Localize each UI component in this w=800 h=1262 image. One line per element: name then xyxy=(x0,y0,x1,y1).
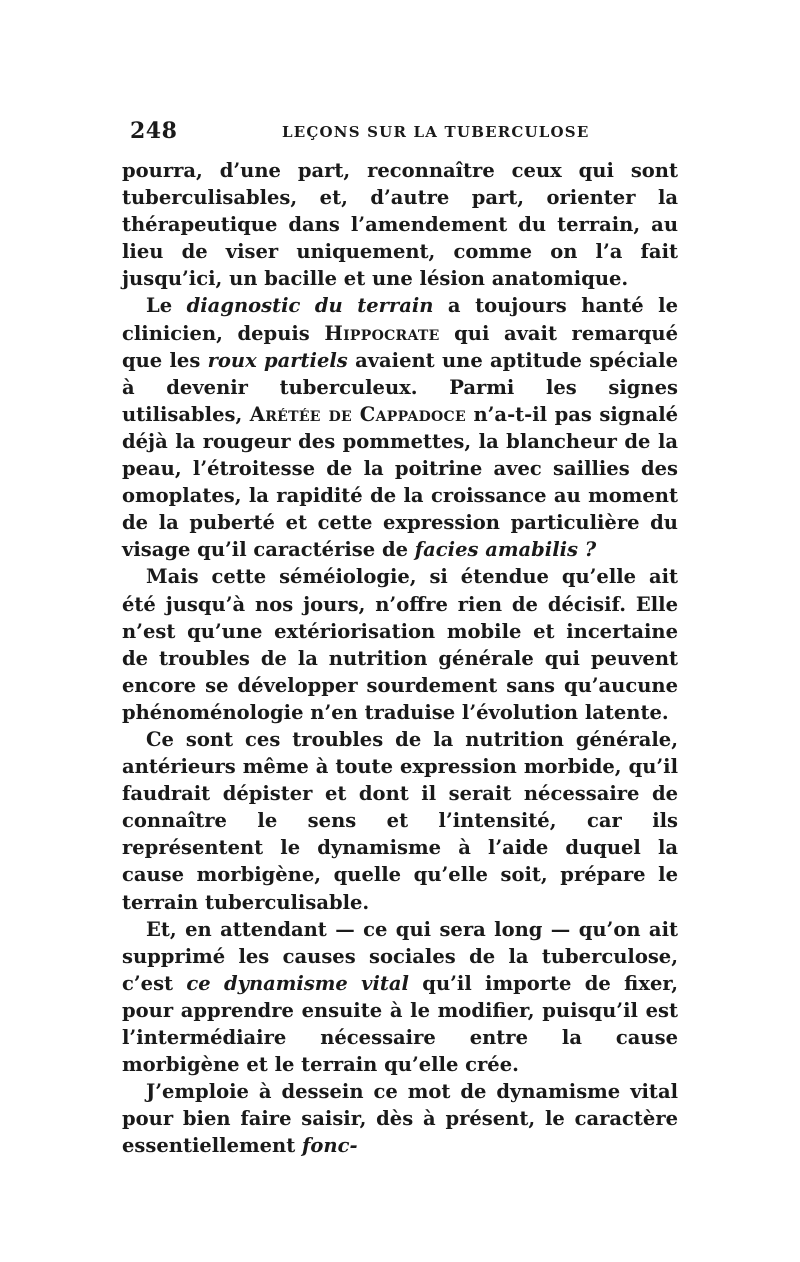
paragraph-1 xyxy=(122,157,678,292)
page-number: 248 xyxy=(130,118,178,144)
text-run: a toujours hanté le clinicien, depuis xyxy=(122,294,678,345)
text-run: n’a-t-il pas signalé déjà la rougeur des pommettes, la blancheur de la peau, l’étroitesse de la poitrine avec saillies des omoplates, la rapidité de la croissance au moment de la puberté et cette expression particulière du visage qu’il caractérise de xyxy=(122,402,679,562)
body-text xyxy=(122,157,678,1159)
text-run: Et, en attendant — ce qui sera long — qu’on ait supprimé les causes sociales de la tuberculose, c’est xyxy=(122,917,678,995)
italic-phrase: ce dynamisme vital xyxy=(186,971,409,995)
text-run: qui avait remarqué que les xyxy=(122,321,678,372)
text-run: avaient une aptitude spéciale à devenir tuberculeux. Parmi les signes utilisables, xyxy=(122,348,678,426)
italic-phrase: diagnostic du terrain xyxy=(186,294,434,318)
italic-phrase: facies amabilis ? xyxy=(414,538,597,562)
running-title: LEÇONS SUR LA TUBERCULOSE xyxy=(282,123,590,141)
text-run: qu’il importe de fixer, pour apprendre ensuite à le modifier, puisqu’il est l’intermédiaire nécessaire entre la cause morbigène et le terrain qu’elle crée. xyxy=(122,971,678,1077)
author-name: Arétée de Cappadoce xyxy=(249,402,466,426)
paragraph-6 xyxy=(122,1078,678,1159)
author-name: Hippocrate xyxy=(324,321,440,345)
italic-phrase: roux partiels xyxy=(207,348,348,372)
paragraph-5 xyxy=(122,916,678,1079)
paragraph-3 xyxy=(122,563,678,726)
italic-phrase: fonc- xyxy=(302,1134,358,1158)
text-run: pourra, d’une part, reconnaître ceux qui sont tuberculisables, et, d’autre part, orienter la thérapeutique dans l’amendement du terrain, au lieu de viser uniquement, comme on l’a fait jusqu’ici, un bacille et une lésion anatomique. xyxy=(122,159,678,291)
paragraph-2 xyxy=(122,292,678,563)
text-run: Mais cette séméiologie, si étendue qu’elle ait été jusqu’à nos jours, n’offre rien de décisif. Elle n’est qu’une extériorisation mobile et incertaine de troubles de la nutrition générale qui peuvent encore se développer sourdement sans qu’aucune phénoménologie n’en traduise l’évolution latente. xyxy=(122,565,678,724)
text-run: Ce sont ces troubles de la nutrition générale, antérieurs même à toute expression morbide, qu’il faudrait dépister et dont il serait nécessaire de connaître le sens et l’intensité, car ils représentent le dynamisme à l’aide duquel la cause morbigène, quelle qu’elle soit, prépare le terrain tuberculisable. xyxy=(122,727,678,914)
page-header xyxy=(130,118,685,148)
text-run: J’emploie à dessein ce mot de dynamisme vital pour bien faire saisir, dès à présent, le caractère essentiellement xyxy=(122,1080,678,1158)
text-run: Le xyxy=(146,294,187,318)
paragraph-4 xyxy=(122,726,678,916)
